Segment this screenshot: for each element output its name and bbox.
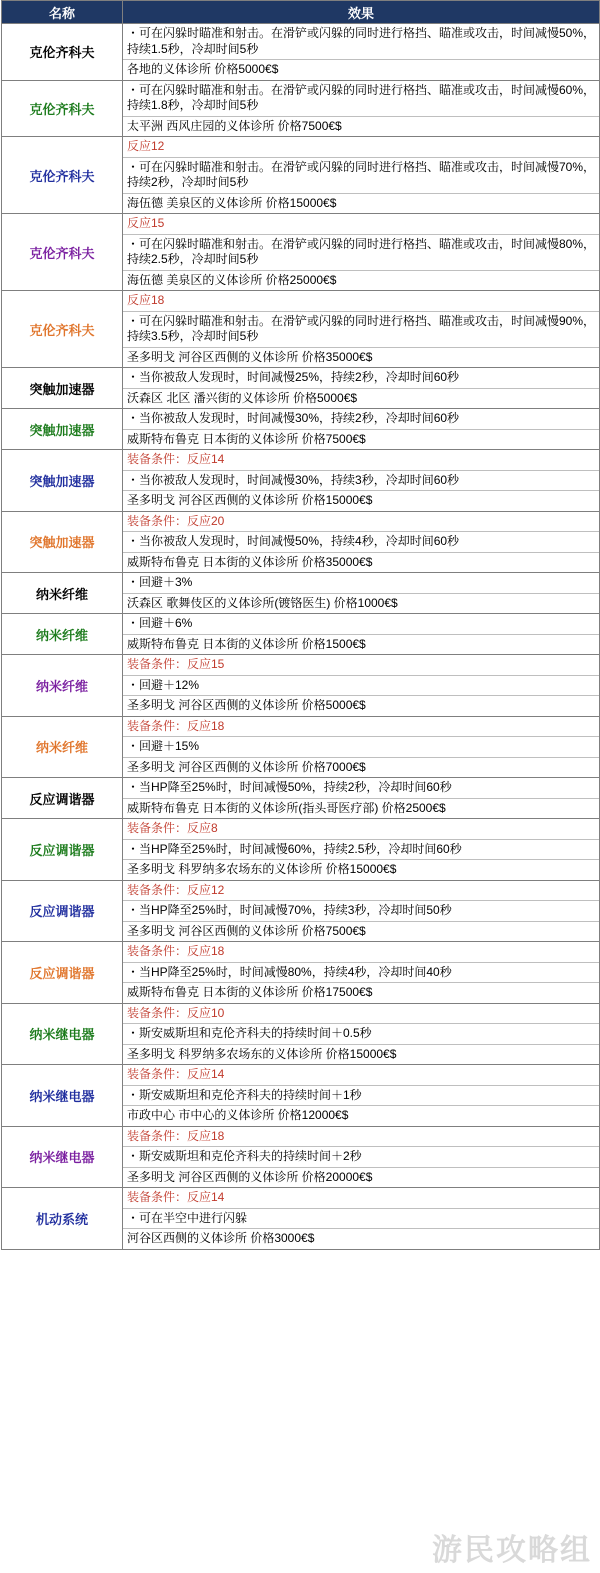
effect-line: 河谷区西侧的义体诊所 价格3000€$ (127, 1231, 315, 1245)
effect-line: ・回避＋3% (123, 573, 599, 594)
item-effects (123, 1003, 600, 1065)
item-effects (123, 942, 600, 1004)
column-header-name: 名称 (2, 1, 123, 24)
table-body (2, 24, 600, 1250)
column-header-effect: 效果 (123, 1, 600, 24)
effect-line: 威斯特布鲁克 日本街的义体诊所 价格17500€$ (127, 985, 373, 999)
item-name: 机动系统 (2, 1188, 123, 1250)
item-effects (123, 655, 600, 717)
effect-line: 沃森区 歌舞伎区的义体诊所(镀铬医生) 价格1000€$ (127, 595, 398, 610)
effect-line: ・回避＋12% (123, 676, 599, 697)
item-effects (123, 1188, 600, 1250)
requirement-line: 装备条件：反应18 (123, 1127, 599, 1148)
effect-line: ・当你被敌人发现时，时间减慢25%，持续2秒，冷却时间60秒 (123, 368, 599, 389)
item-name: 纳米纤维 (2, 573, 123, 614)
effect-line: ・可在闪躲时瞄准和射击。在滑铲或闪躲的同时进行格挡、瞄准或攻击，时间减慢50%，持续1.5秒，冷却时间5秒 (123, 24, 599, 60)
table-row (2, 80, 600, 137)
item-effects (123, 1065, 600, 1127)
requirement-line: 装备条件：反应20 (123, 512, 599, 533)
item-effects (123, 368, 600, 409)
effect-line: 圣多明戈 河谷区西侧的义体诊所 价格15000€$ (127, 493, 373, 507)
item-effects (123, 80, 600, 137)
table-row (2, 1003, 600, 1065)
item-effects (123, 1126, 600, 1188)
effect-line: ・回避＋6% (123, 614, 599, 635)
item-name: 突触加速器 (2, 450, 123, 512)
effect-line: ・当你被敌人发现时，时间减慢30%，持续2秒，冷却时间60秒 (123, 409, 599, 430)
effect-line: ・回避＋15% (123, 737, 599, 758)
table-row (2, 137, 600, 214)
requirement-line: 装备条件：反应18 (123, 942, 599, 963)
effect-line: ・斯安威斯坦和克伦齐科夫的持续时间＋1秒 (123, 1086, 599, 1107)
table-row (2, 1188, 600, 1250)
effect-line: 海伍德 美泉区的义体诊所 价格15000€$ (127, 195, 337, 210)
effect-line: ・当你被敌人发现时，时间减慢50%，持续4秒，冷却时间60秒 (123, 532, 599, 553)
item-name: 反应调谐器 (2, 819, 123, 881)
cyberware-table (1, 0, 600, 1250)
item-name: 突触加速器 (2, 511, 123, 573)
item-name: 反应调谐器 (2, 778, 123, 819)
item-effects (123, 24, 600, 81)
item-effects (123, 614, 600, 655)
item-name: 反应调谐器 (2, 942, 123, 1004)
table-row (2, 942, 600, 1004)
effect-line: 沃森区 北区 潘兴街的义体诊所 价格5000€$ (127, 390, 358, 405)
effect-line: 威斯特布鲁克 日本街的义体诊所 价格35000€$ (127, 554, 373, 569)
effect-line: ・当你被敌人发现时，时间减慢30%，持续3秒，冷却时间60秒 (123, 471, 599, 492)
table-row (2, 1126, 600, 1188)
item-effects (123, 214, 600, 291)
item-name: 纳米继电器 (2, 1003, 123, 1065)
effect-line: ・当HP降至25%时，时间减慢70%，持续3秒，冷却时间50秒 (123, 901, 599, 922)
item-name: 纳米继电器 (2, 1126, 123, 1188)
table-row (2, 450, 600, 512)
effect-line: ・可在闪躲时瞄准和射击。在滑铲或闪躲的同时进行格挡、瞄准或攻击，时间减慢90%，持续3.5秒，冷却时间5秒 (123, 312, 599, 348)
effect-line: 威斯特布鲁克 日本街的义体诊所 价格7500€$ (127, 431, 366, 446)
effect-line: 圣多明戈 河谷区西侧的义体诊所 价格5000€$ (127, 698, 366, 712)
item-effects (123, 819, 600, 881)
requirement-line: 装备条件：反应14 (123, 1065, 599, 1086)
requirement-line: 反应15 (123, 214, 599, 235)
requirement-line: 装备条件：反应14 (123, 450, 599, 471)
requirement-line: 装备条件：反应18 (123, 717, 599, 738)
table-row (2, 291, 600, 368)
table-row (2, 511, 600, 573)
item-effects (123, 880, 600, 942)
item-name: 纳米纤维 (2, 716, 123, 778)
item-effects (123, 137, 600, 214)
item-name: 克伦齐科夫 (2, 137, 123, 214)
item-effects (123, 511, 600, 573)
item-name: 克伦齐科夫 (2, 24, 123, 81)
requirement-line: 反应18 (123, 291, 599, 312)
requirement-line: 反应12 (123, 137, 599, 158)
effect-line: 海伍德 美泉区的义体诊所 价格25000€$ (127, 272, 337, 287)
item-name: 反应调谐器 (2, 880, 123, 942)
table-row (2, 368, 600, 409)
table-row (2, 214, 600, 291)
effect-line: 威斯特布鲁克 日本街的义体诊所(指头哥医疗部) 价格2500€$ (127, 800, 446, 815)
requirement-line: 装备条件：反应8 (123, 819, 599, 840)
table-row (2, 655, 600, 717)
item-name: 纳米纤维 (2, 614, 123, 655)
table-row (2, 573, 600, 614)
table-row (2, 880, 600, 942)
effect-line: 圣多明戈 河谷区西侧的义体诊所 价格20000€$ (127, 1169, 373, 1184)
table-row (2, 778, 600, 819)
effect-line: 太平洲 西风庄园的义体诊所 价格7500€$ (127, 118, 342, 133)
table-row (2, 716, 600, 778)
table-row (2, 409, 600, 450)
item-name: 克伦齐科夫 (2, 214, 123, 291)
table-row (2, 24, 600, 81)
effect-line: 圣多明戈 河谷区西侧的义体诊所 价格35000€$ (127, 349, 373, 364)
item-name: 突触加速器 (2, 368, 123, 409)
effect-line: 各地的义体诊所 价格5000€$ (127, 62, 279, 76)
watermark-logo: 游民攻略组 (432, 1533, 592, 1568)
effect-line: ・斯安威斯坦和克伦齐科夫的持续时间＋2秒 (123, 1147, 599, 1168)
effect-line: 圣多明戈 河谷区西侧的义体诊所 价格7000€$ (127, 759, 366, 774)
item-effects (123, 409, 600, 450)
requirement-line: 装备条件：反应10 (123, 1004, 599, 1025)
item-effects (123, 573, 600, 614)
table-row (2, 819, 600, 881)
effect-line: 威斯特布鲁克 日本街的义体诊所 价格1500€$ (127, 636, 366, 651)
item-effects (123, 291, 600, 368)
item-effects (123, 450, 600, 512)
requirement-line: 装备条件：反应15 (123, 655, 599, 676)
effect-line: ・可在闪躲时瞄准和射击。在滑铲或闪躲的同时进行格挡、瞄准或攻击，时间减慢60%，持续1.8秒，冷却时间5秒 (123, 81, 599, 117)
effect-line: ・当HP降至25%时，时间减慢60%，持续2.5秒，冷却时间60秒 (123, 840, 599, 861)
item-name: 突触加速器 (2, 409, 123, 450)
table-row (2, 614, 600, 655)
effect-line: 圣多明戈 科罗纳多农场东的义体诊所 价格15000€$ (127, 1046, 397, 1061)
item-name: 纳米继电器 (2, 1065, 123, 1127)
table-row (2, 1065, 600, 1127)
effect-line: 圣多明戈 科罗纳多农场东的义体诊所 价格15000€$ (127, 862, 397, 876)
effect-line: ・斯安威斯坦和克伦齐科夫的持续时间＋0.5秒 (123, 1024, 599, 1045)
item-effects (123, 716, 600, 778)
effect-line: 圣多明戈 河谷区西侧的义体诊所 价格7500€$ (127, 923, 366, 938)
item-name: 克伦齐科夫 (2, 80, 123, 137)
item-effects (123, 778, 600, 819)
effect-line: ・可在半空中进行闪躲 (123, 1209, 599, 1230)
effect-line: 市政中心 市中心的义体诊所 价格12000€$ (127, 1108, 349, 1122)
item-name: 克伦齐科夫 (2, 291, 123, 368)
effect-line: ・当HP降至25%时，时间减慢80%，持续4秒，冷却时间40秒 (123, 963, 599, 984)
effect-line: ・当HP降至25%时，时间减慢50%，持续2秒，冷却时间60秒 (123, 778, 599, 799)
effect-line: ・可在闪躲时瞄准和射击。在滑铲或闪躲的同时进行格挡、瞄准或攻击，时间减慢80%，持续2.5秒，冷却时间5秒 (123, 235, 599, 271)
requirement-line: 装备条件：反应12 (123, 881, 599, 902)
requirement-line: 装备条件：反应14 (123, 1188, 599, 1209)
effect-line: ・可在闪躲时瞄准和射击。在滑铲或闪躲的同时进行格挡、瞄准或攻击，时间减慢70%，持续2秒，冷却时间5秒 (123, 158, 599, 194)
table-header-row (2, 1, 600, 24)
item-name: 纳米纤维 (2, 655, 123, 717)
